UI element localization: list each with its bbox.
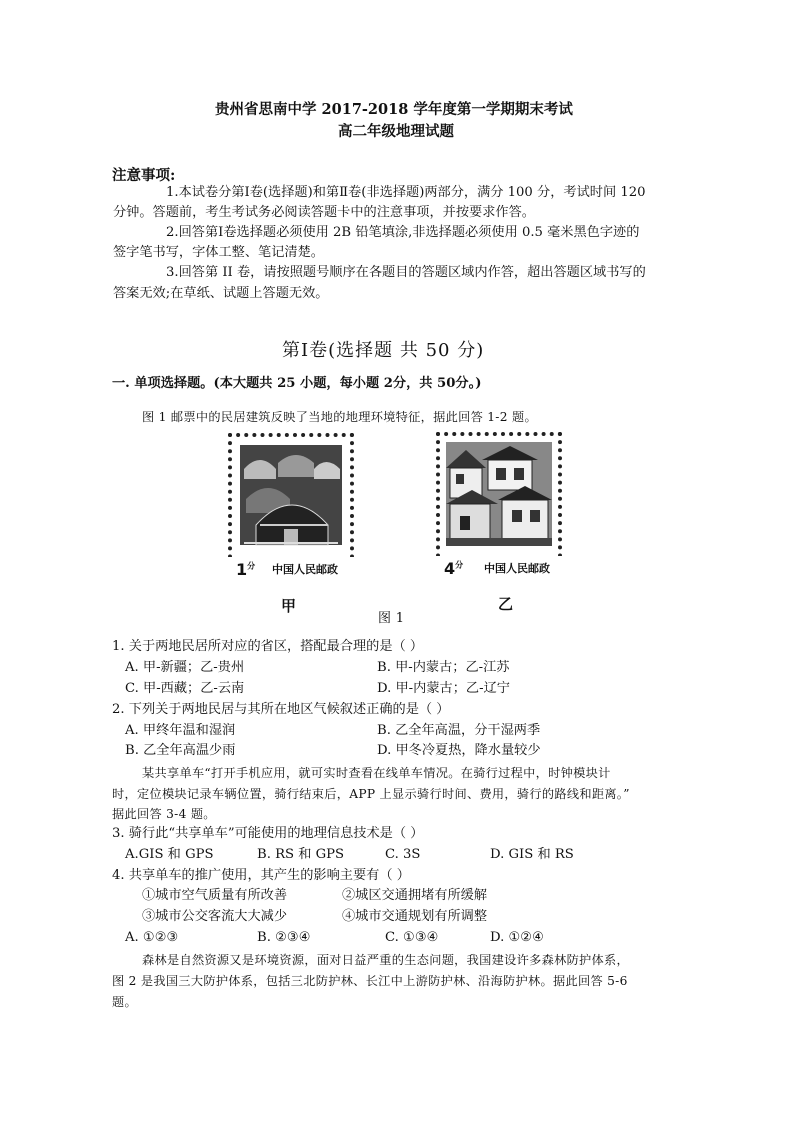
passage2-line-3: 题。 <box>112 995 137 1009</box>
notes-line-5: 3.回答第 II 卷，请按照题号顺序在各题目的答题区域内作答，超出答题区域书写的 <box>166 265 646 280</box>
exam-subtitle: 高二年级地理试题 <box>338 123 454 140</box>
stamp-b <box>436 432 562 582</box>
q1-option-a: A. 甲-新疆；乙-贵州 <box>125 660 245 675</box>
q1-option-d: D. 甲-内蒙古；乙-辽宁 <box>377 681 510 696</box>
q3-option-c: C. 3S <box>385 847 421 862</box>
stamp-a <box>228 433 354 583</box>
q2-option-a: A. 甲终年温和湿润 <box>125 723 236 738</box>
q4-item-1: ①城市空气质量有所改善 <box>142 888 288 903</box>
notes-heading: 注意事项: <box>112 167 176 184</box>
passage1-line-3: 据此回答 3-4 题。 <box>112 807 216 821</box>
q4-option-c: C. ①③④ <box>385 930 439 945</box>
q4-option-b: B. ②③④ <box>257 930 311 945</box>
figure-caption: 图 1 <box>378 611 405 626</box>
exam-title: 贵州省思南中学 2017-2018 学年度第一学期期末考试 <box>215 101 573 118</box>
notes-line-3: 2.回答第Ⅰ卷选择题必须使用 2B 铅笔填涂,非选择题必须使用 0.5 毫米黑色字迹的 <box>166 225 640 240</box>
notes-line-1: 1.本试卷分第Ⅰ卷(选择题)和第Ⅱ卷(非选择题)两部分，满分 100 分，考试时间 120 <box>166 185 646 200</box>
q1-stem: 1. 关于两地民居所对应的省区，搭配最合理的是（ ） <box>112 639 424 654</box>
q3-option-a: A.GIS 和 GPS <box>125 847 214 862</box>
q3-option-b: B. RS 和 GPS <box>257 847 345 862</box>
stamp-b-text: 中国人民邮政 <box>484 562 550 575</box>
passage1-line-2: 时，定位模块记录车辆位置，骑行结束后，APP 上显示骑行时间、费用，骑行的路线和距离。” <box>112 787 630 801</box>
q2-stem: 2. 下列关于两地民居与其所在地区气候叙述正确的是（ ） <box>112 702 450 717</box>
q2-option-c: B. 乙全年高温少雨 <box>125 743 236 758</box>
passage2-line-2: 图 2 是我国三大防护体系，包括三北防护林、长江中上游防护林、沿海防护林。据此回答 5-6 <box>112 974 628 988</box>
notes-line-6: 答案无效;在草纸、试题上答题无效。 <box>113 286 329 301</box>
passage2-line-1: 森林是自然资源又是环境资源，面对日益严重的生态问题，我国建设许多森林防护体系， <box>142 953 630 967</box>
q1-option-b: B. 甲-内蒙古；乙-江苏 <box>377 660 510 675</box>
stamp-b-value: $4^分$ <box>444 559 464 578</box>
stamp-b-label: 乙 <box>498 595 514 613</box>
section-title: 第Ⅰ卷(选择题 共 50 分) <box>282 340 485 361</box>
stamp-a-label: 甲 <box>281 597 297 615</box>
q4-stem: 4. 共享单车的推广使用，其产生的影响主要有（ ） <box>112 868 410 883</box>
q4-option-d: D. ①②④ <box>490 930 544 945</box>
q1-option-c: C. 甲-西藏；乙-云南 <box>125 681 245 696</box>
q4-option-a: A. ①②③ <box>125 930 179 945</box>
q2-option-b: B. 乙全年高温，分干湿两季 <box>377 723 541 738</box>
q2-option-d: D. 甲冬冷夏热，降水量较少 <box>377 743 541 758</box>
figure-intro: 图 1 邮票中的民居建筑反映了当地的地理环境特征，据此回答 1-2 题。 <box>142 410 537 424</box>
stamp-a-text: 中国人民邮政 <box>272 563 338 576</box>
q4-item-4: ④城市交通规划有所调整 <box>342 909 488 924</box>
part-heading: 一. 单项选择题。(本大题共 25 小题，每小题 2分，共 50分。) <box>112 376 482 391</box>
stamp-a-value: $1^分$ <box>236 560 256 579</box>
q4-item-3: ③城市公交客流大大减少 <box>142 909 288 924</box>
q4-item-2: ②城区交通拥堵有所缓解 <box>342 888 488 903</box>
passage1-line-1: 某共享单车“打开手机应用，就可实时查看在线单车情况。在骑行过程中，时钟模块计 <box>142 766 611 780</box>
q3-stem: 3. 骑行此“共享单车”可能使用的地理信息技术是（ ） <box>112 826 424 841</box>
q3-option-d: D. GIS 和 RS <box>490 847 574 862</box>
notes-line-4: 签字笔书写，字体工整、笔记清楚。 <box>113 245 324 260</box>
notes-line-2: 分钟。答题前，考生考试务必阅读答题卡中的注意事项，并按要求作答。 <box>113 205 535 220</box>
